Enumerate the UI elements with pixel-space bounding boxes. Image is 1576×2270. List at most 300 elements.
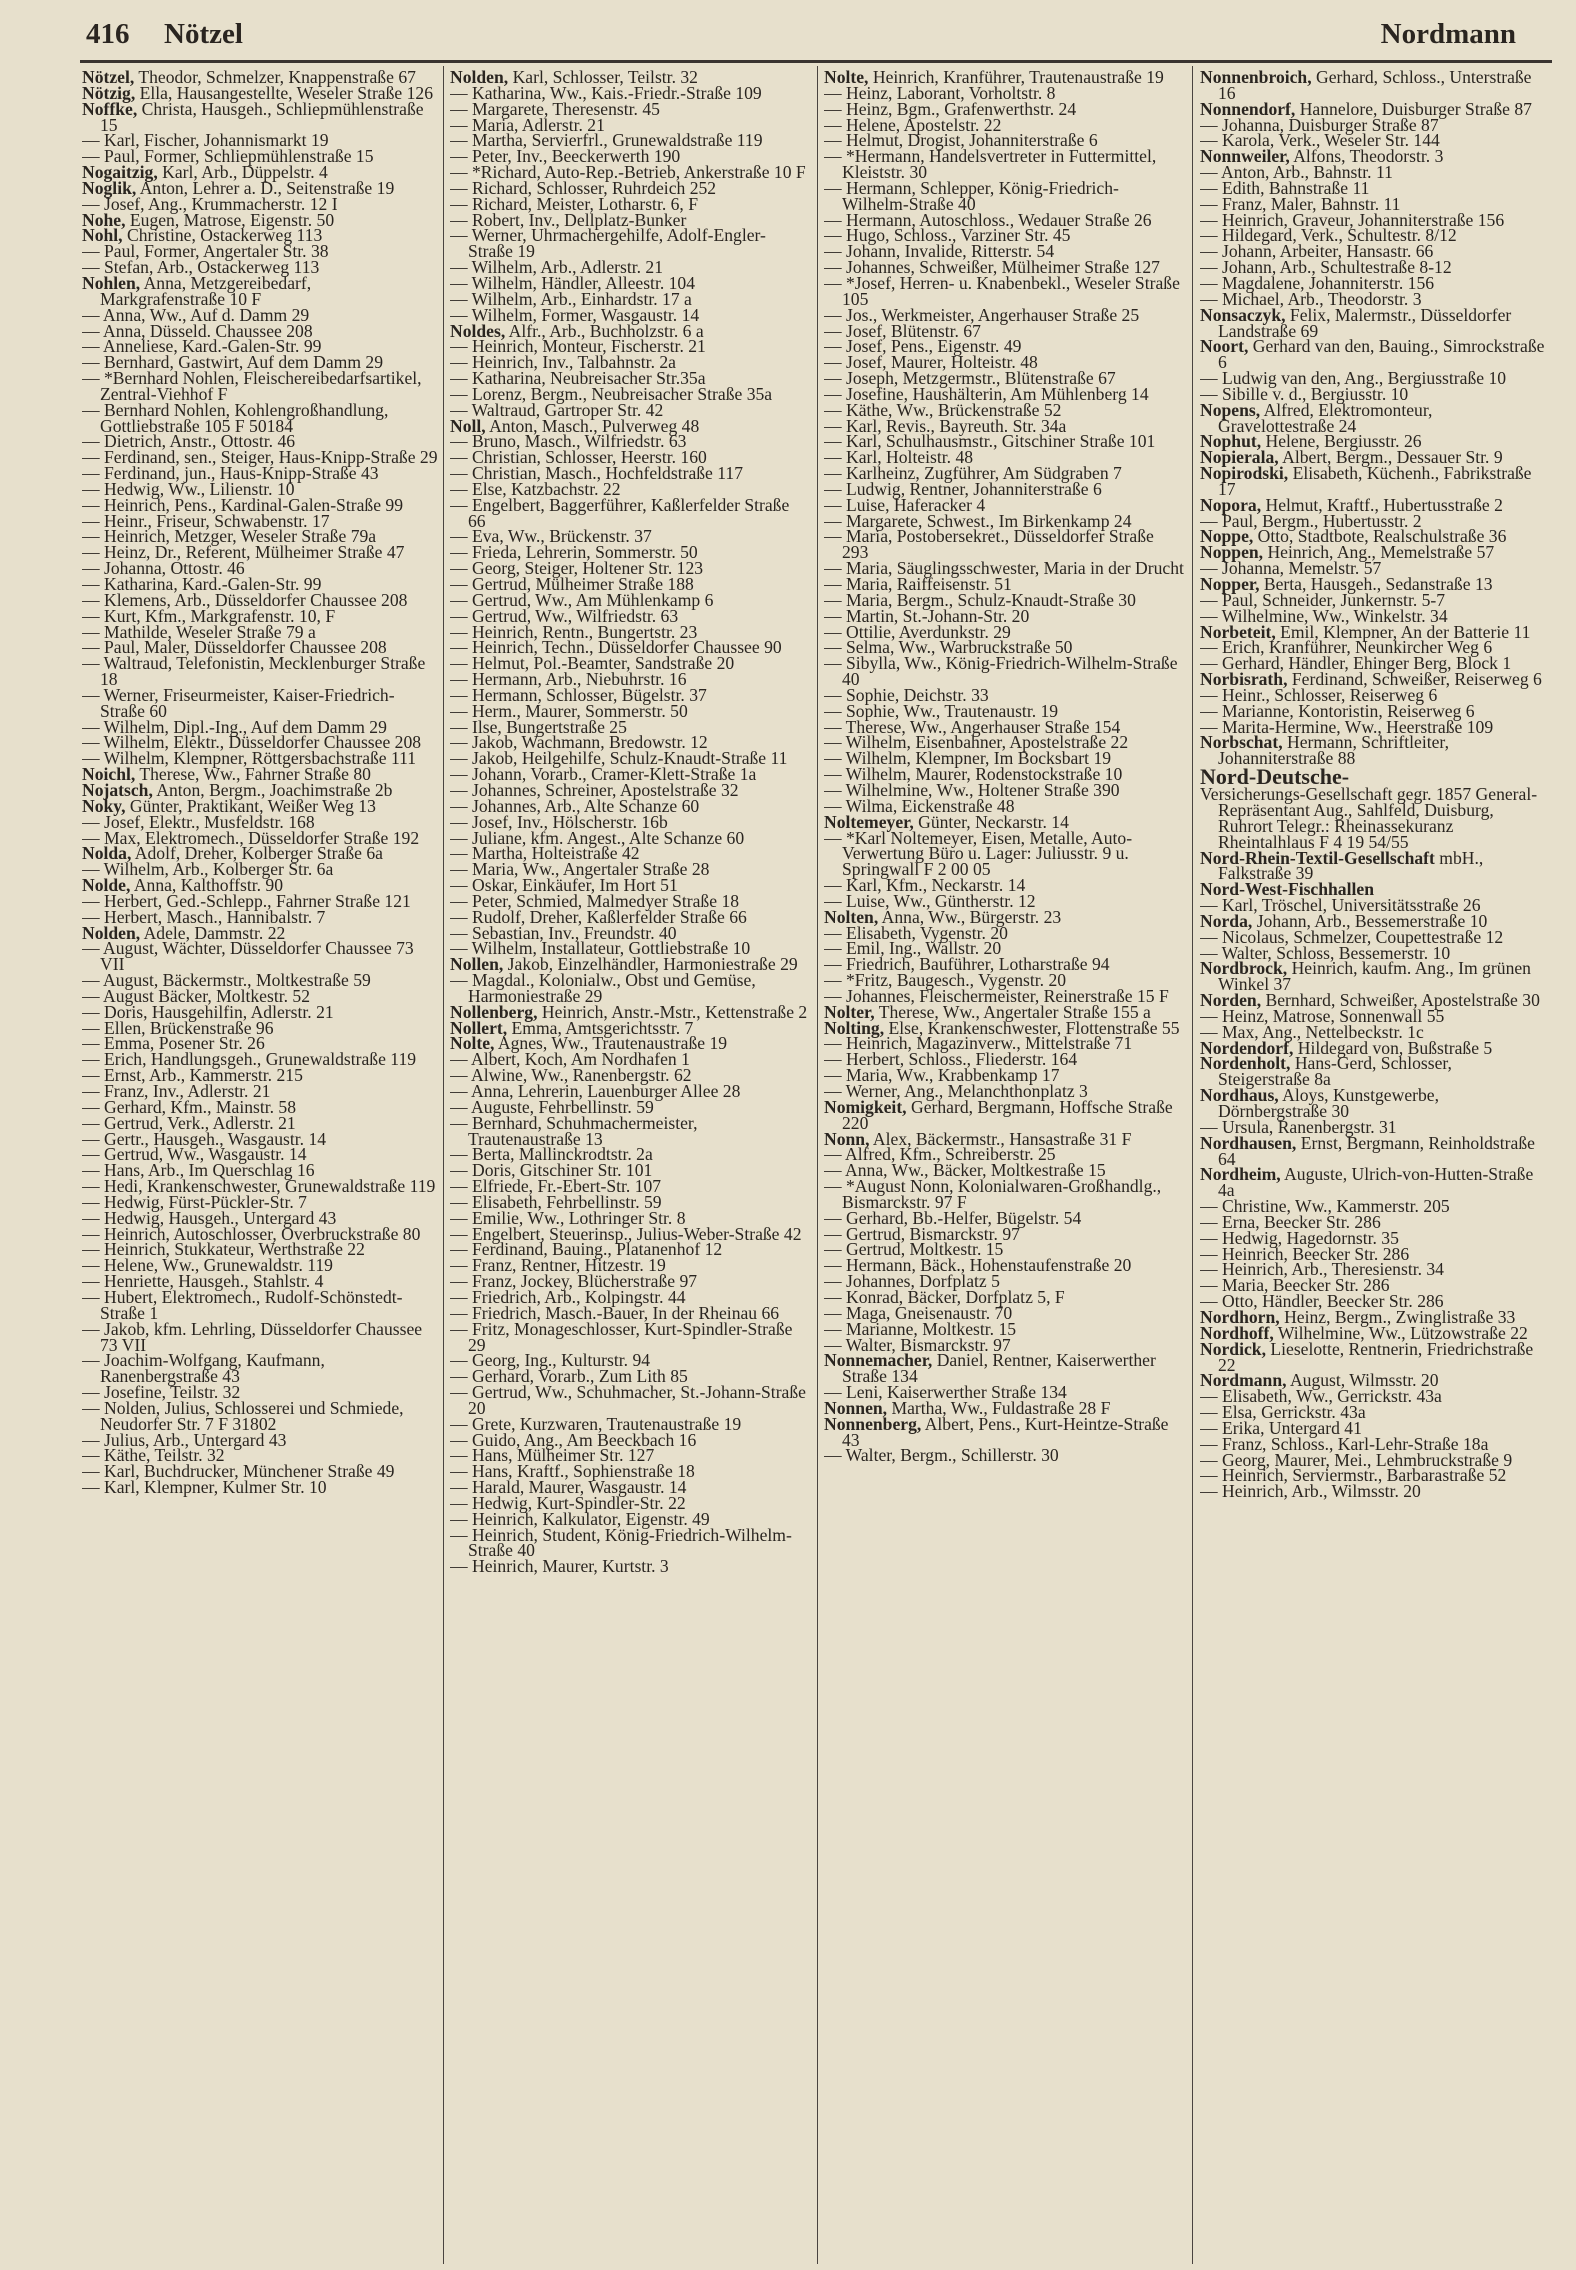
directory-entry <box>82 1318 438 1355</box>
entry-text: — Dietrich, Anstr., Ottostr. 46 <box>82 431 296 452</box>
entry-surname: Nonnendorf, <box>1200 98 1296 119</box>
entry-text: — Jos., Werkmeister, Angerhauser Straße 25 <box>824 304 1140 325</box>
directory-entry <box>824 1096 1184 1133</box>
entry-text: — Richard, Meister, Lotharstr. 6, F <box>450 193 699 214</box>
entry-text: — Frieda, Lehrerin, Sommerstr. 50 <box>450 542 698 563</box>
entry-text: — Hugo, Schloss., Varziner Str. 45 <box>824 225 1071 246</box>
entry-text: — Helene, Ww., Grunewaldstr. 119 <box>82 1255 333 1276</box>
entry-text: — Bernhard, Schuhmachermeister, Trautenaustraße 13 <box>450 1112 698 1149</box>
entry-surname: Nonnemacher, <box>824 1350 933 1371</box>
entry-text: — Oskar, Einkäufer, Im Hort 51 <box>450 875 678 896</box>
entry-text: — Gertrud, Verk., Adlerstr. 21 <box>82 1112 296 1133</box>
entry-surname: Noltemeyer, <box>824 811 914 832</box>
directory-entry <box>450 494 810 531</box>
entry-text: — Otto, Händler, Beecker Str. 286 <box>1200 1291 1444 1312</box>
entry-text: — Else, Katzbachstr. 22 <box>450 478 621 499</box>
entry-text: — Herm., Maurer, Sommerstr. 50 <box>450 700 688 721</box>
entry-text: Heinrich, Anstr.-Mstr., Kettenstraße 2 <box>537 1001 808 1022</box>
entry-text: — Christian, Schlosser, Heerstr. 160 <box>450 447 707 468</box>
entry-text: — Nicolaus, Schmelzer, Coupettestraße 12 <box>1200 926 1504 947</box>
entry-text: — Johann, Arbeiter, Hansastr. 66 <box>1200 241 1434 262</box>
page-number: 416 <box>86 18 130 50</box>
entry-text: — Doris, Hausgehilfin, Adlerstr. 21 <box>82 1001 334 1022</box>
entry-text: — Robert, Inv., Dellplatz-Bunker <box>450 209 687 230</box>
entry-text: — Hedi, Krankenschwester, Grunewaldstraße 119 <box>82 1176 436 1197</box>
entry-text: — Herbert, Masch., Hannibalstr. 7 <box>82 906 326 927</box>
directory-entry <box>824 827 1184 880</box>
entry-text: — Sebastian, Inv., Freundstr. 40 <box>450 922 677 943</box>
entry-text: — Wilhelm, Arb., Einhardstr. 17 a <box>450 288 692 309</box>
entry-surname: Noffke, <box>82 98 138 119</box>
entry-text: — Heinrich, Inv., Talbahnstr. 2a <box>450 352 676 373</box>
entry-text: — Emma, Posener Str. 26 <box>82 1033 265 1054</box>
entry-surname: Nötzel, <box>82 70 135 87</box>
entry-text: — *Fritz, Baugesch., Vygenstr. 20 <box>824 970 1067 991</box>
entry-text: — Heinrich, Kalkulator, Eigenstr. 49 <box>450 1508 710 1529</box>
entry-surname: Nonn, <box>824 1128 870 1149</box>
entry-text: — Anna, Ww., Bäcker, Moltkestraße 15 <box>824 1160 1106 1181</box>
entry-text: — Hermann, Bäck., Hohenstaufenstraße 20 <box>824 1255 1132 1276</box>
entry-text: — *August Nonn, Kolonialwaren-Großhandlg., Bismarckstr. 97 F <box>824 1176 1162 1212</box>
entry-text: — Gerhard, Bb.-Helfer, Bügelstr. 54 <box>824 1207 1082 1228</box>
entry-surname: Nomigkeit, <box>824 1096 907 1117</box>
entry-text: — Franz, Schloss., Karl-Lehr-Straße 18a <box>1200 1433 1489 1454</box>
entry-surname: Noldes, <box>450 320 506 341</box>
directory-entry <box>82 368 438 404</box>
entry-text: — Hildegard, Verk., Schultestr. 8/12 <box>1200 225 1457 246</box>
entry-text: — Georg, Maurer, Mei., Lehmbruckstraße 9 <box>1200 1449 1513 1470</box>
entry-text: — Erika, Untergard 41 <box>1200 1417 1362 1438</box>
entry-text: Günter, Neckarstr. 14 <box>913 811 1069 832</box>
entry-text: — Josef, Pens., Eigenstr. 49 <box>824 336 1022 357</box>
directory-entry <box>1200 1338 1546 1375</box>
entry-text: — Walter, Bergm., Schillerstr. 30 <box>824 1445 1059 1466</box>
entry-text: — Magdal., Kolonialw., Obst und Gemüse, Harmoniestraße 29 <box>450 970 756 1006</box>
entry-text: — Michael, Arb., Theodorstr. 3 <box>1200 288 1422 309</box>
entry-text: Heinrich, kaufm. Ang., Im grünen Winkel 37 <box>1218 958 1531 995</box>
entry-text: — Johannes, Schweißer, Mülheimer Straße 127 <box>824 257 1160 278</box>
entry-text: — Heinrich, Rentn., Bungertstr. 23 <box>450 621 698 642</box>
entry-text: — Elisabeth, Ww., Gerrickstr. 43a <box>1200 1386 1442 1407</box>
entry-surname: Nollen, <box>450 954 504 975</box>
entry-surname: Nonnenberg, <box>824 1413 922 1434</box>
directory-column-3 <box>824 70 1184 2266</box>
directory-entry <box>1200 1053 1546 1090</box>
entry-surname: Nordmann, <box>1200 1370 1287 1391</box>
entry-text: — Heinrich, Graveur, Johanniterstraße 156 <box>1200 209 1505 230</box>
entry-text: — Josef, Maurer, Holteistr. 48 <box>824 352 1038 373</box>
entry-text: Anna, Kalthoffstr. 90 <box>130 875 284 896</box>
entry-surname: Nordheim, <box>1200 1164 1281 1185</box>
entry-text: — Anneliese, Kard.-Galen-Str. 99 <box>82 336 322 357</box>
entry-text: — Sibylla, Ww., König-Friedrich-Wilhelm-Straße 40 <box>824 653 1178 690</box>
entry-text: — Johann, Invalide, Ritterstr. 54 <box>824 241 1055 262</box>
directory-entry <box>1200 399 1546 436</box>
entry-text: Lieselotte, Rentnerin, Friedrichstraße 22 <box>1218 1338 1534 1375</box>
entry-text: Auguste, Ulrich-von-Hutten-Straße 4a <box>1218 1164 1534 1201</box>
entry-text: — *Bernhard Nohlen, Fleischereibedarfsartikel, Zentral-Viehhof F <box>82 368 422 404</box>
entry-text: — Ottilie, Averdunkstr. 29 <box>824 621 1011 642</box>
entry-text: — Hermann, Schlosser, Bügelstr. 37 <box>450 684 707 705</box>
entry-surname: Nordenholt, <box>1200 1053 1291 1074</box>
entry-text: — Friedrich, Masch.-Bauer, In der Rheinau 66 <box>450 1302 780 1323</box>
entry-text: Felix, Malermstr., Düsseldorfer Landstraße 69 <box>1218 304 1512 341</box>
entry-surname: Noichl, <box>82 764 136 785</box>
entry-surname: Norden, <box>1200 990 1262 1011</box>
entry-text: — Sophie, Deichstr. 33 <box>824 684 989 705</box>
entry-surname: Noky, <box>82 795 126 816</box>
entry-surname: Noppe, <box>1200 526 1254 547</box>
entry-surname: Nolting, <box>824 1017 885 1038</box>
entry-text: — Käthe, Teilstr. 32 <box>82 1445 225 1466</box>
directory-entry <box>82 1397 438 1434</box>
entry-surname: Noll, <box>450 415 486 436</box>
entry-text: — Luise, Ww., Güntherstr. 12 <box>824 890 1036 911</box>
entry-text: — Anna, Ww., Auf d. Damm 29 <box>82 304 310 325</box>
directory-column-4 <box>1200 70 1546 2266</box>
directory-entry <box>824 653 1184 690</box>
entry-text: Ferdinand, Schweißer, Reiserweg 6 <box>1287 669 1542 690</box>
entry-text: — Wilhelm, Arb., Adlerstr. 21 <box>450 257 664 278</box>
entry-text: — Peter, Schmied, Malmedyer Straße 18 <box>450 890 740 911</box>
entry-text: — Grete, Kurzwaren, Trautenaustraße 19 <box>450 1413 742 1434</box>
entry-text: — Emil, Ing., Wallstr. 20 <box>824 938 1002 959</box>
entry-text: — Johanna, Duisburger Straße 87 <box>1200 114 1439 135</box>
directory-entry <box>1200 847 1546 884</box>
directory-entry <box>1200 732 1546 769</box>
directory-entry <box>1200 336 1546 373</box>
entry-surname: Nohe, <box>82 209 126 230</box>
entry-text: — Gertrud, Ww., Schuhmacher, St.-Johann-Straße 20 <box>450 1382 806 1418</box>
entry-text: — Hedwig, Fürst-Pückler-Str. 7 <box>82 1191 307 1212</box>
entry-text: — Heinrich, Maurer, Kurtstr. 3 <box>450 1556 669 1577</box>
column-divider <box>1192 66 1193 2264</box>
entry-text: — Hedwig, Hausgeh., Untergard 43 <box>82 1207 337 1228</box>
entry-text: — Paul, Maler, Düsseldorfer Chaussee 208 <box>82 637 387 658</box>
entry-text: — Bernhard Nohlen, Kohlengroßhandlung, Gottliebstraße 105 F 50184 <box>82 399 389 436</box>
entry-text: — Josef, Inv., Hölscherstr. 16b <box>450 811 668 832</box>
entry-text: — Josef, Blütenstr. 67 <box>824 320 981 341</box>
entry-text: Ernst, Bergmann, Reinholdstraße 64 <box>1218 1132 1535 1169</box>
entry-text: — Sophie, Ww., Trautenaustr. 19 <box>824 700 1059 721</box>
directory-entry <box>824 526 1184 563</box>
directory-entry <box>82 1350 438 1387</box>
directory-entry <box>450 1382 810 1418</box>
entry-text: — Ferdinand, sen., Steiger, Haus-Knipp-Straße 29 <box>82 447 438 468</box>
entry-text: — Franz, Jockey, Blücherstraße 97 <box>450 1271 698 1292</box>
entry-text: — Julius, Arb., Untergard 43 <box>82 1429 287 1450</box>
entry-text: — Marianne, Kontoristin, Reiserweg 6 <box>1200 700 1475 721</box>
entry-text: — Maria, Ww., Angertaler Straße 28 <box>450 859 710 880</box>
entry-text: Johann, Arb., Bessemerstraße 10 <box>1252 910 1488 931</box>
entry-text: Karl, Arb., Düppelstr. 4 <box>157 162 328 183</box>
entry-text: — Eva, Ww., Brückenstr. 37 <box>450 526 652 547</box>
entry-text: — Max, Elektromech., Düsseldorfer Straße 192 <box>82 827 420 848</box>
entry-text: — Franz, Maler, Bahnstr. 11 <box>1200 193 1401 214</box>
directory-entry <box>1200 1085 1546 1121</box>
entry-text: — Martha, Holteistraße 42 <box>450 843 640 864</box>
entry-text: — Heinr., Friseur, Schwabenstr. 17 <box>82 510 330 531</box>
entry-surname: Nonnen, <box>824 1397 888 1418</box>
entry-text: Alfr., Arb., Buchholzstr. 6 a <box>505 320 704 341</box>
entry-text: — Guido, Ang., Am Beeckbach 16 <box>450 1429 697 1450</box>
entry-text: — Auguste, Fehrbellinstr. 59 <box>450 1096 654 1117</box>
entry-text: — Anton, Arb., Bahnstr. 11 <box>1200 162 1393 183</box>
entry-text: — Werner, Friseurmeister, Kaiser-Friedrich-Straße 60 <box>82 684 395 721</box>
entry-text: — Franz, Inv., Adlerstr. 21 <box>82 1081 271 1101</box>
entry-text: Bernhard, Schweißer, Apostelstraße 30 <box>1261 990 1540 1011</box>
entry-text: — Gertrud, Moltkestr. 15 <box>824 1239 1004 1260</box>
entry-text: Elisabeth, Küchenh., Fabrikstraße 17 <box>1218 463 1532 499</box>
entry-text: — Kurt, Kfm., Markgrafenstr. 10, F <box>82 605 336 626</box>
entry-text: — Juliane, kfm. Angest., Alte Schanze 60 <box>450 827 745 848</box>
entry-text: — Heinrich, Arb., Wilmsstr. 20 <box>1200 1481 1421 1502</box>
entry-text: — Marianne, Moltkestr. 15 <box>824 1318 1017 1339</box>
entry-surname: Nordhoff, <box>1200 1322 1274 1343</box>
entry-text: — Paul, Bergm., Hubertusstr. 2 <box>1200 510 1422 531</box>
entry-text: — Nolden, Julius, Schlosserei und Schmiede, Neudorfer Str. 7 F 31802 <box>82 1397 404 1434</box>
entry-surname: Nonsaczyk, <box>1200 304 1286 325</box>
entry-text: Christa, Hausgeh., Schliepmühlenstraße 15 <box>100 98 424 135</box>
entry-text: — Herbert, Ged.-Schlepp., Fahrner Straße 121 <box>82 890 411 911</box>
directory-entry <box>824 146 1184 183</box>
entry-text: Heinz, Bergm., Zwinglistraße 33 <box>1279 1306 1516 1327</box>
entry-text: — Harald, Maurer, Wasgaustr. 14 <box>450 1477 687 1498</box>
entry-text: — Emilie, Ww., Lothringer Str. 8 <box>450 1207 686 1228</box>
entry-text: — Heinrich, Monteur, Fischerstr. 21 <box>450 336 706 357</box>
entry-text: — Wilhelm, Klempner, Im Bocksbart 19 <box>824 748 1112 769</box>
entry-text: — Berta, Mallinckrodtstr. 2a <box>450 1144 653 1165</box>
entry-surname: Noort, <box>1200 336 1249 357</box>
entry-text: Hannelore, Duisburger Straße 87 <box>1295 98 1532 119</box>
entry-text: — Katharina, Neubreisacher Str.35a <box>450 368 706 389</box>
entry-text: — Maria, Beecker Str. 286 <box>1200 1275 1390 1296</box>
entry-surname: Noppen, <box>1200 542 1264 563</box>
entry-text: — Gertrud, Ww., Wilfriedstr. 63 <box>450 605 679 626</box>
entry-text: — Edith, Bahnstraße 11 <box>1200 177 1370 198</box>
entry-surname: Nolte, <box>824 70 869 87</box>
entry-text: — Ursula, Ranenbergstr. 31 <box>1200 1116 1397 1137</box>
directory-entry <box>450 1556 810 1577</box>
entry-text: — Bernhard, Gastwirt, Auf dem Damm 29 <box>82 352 383 373</box>
entry-text: Christine, Ostackerweg 113 <box>122 225 323 246</box>
entry-text: — Maria, Bergm., Schulz-Knaudt-Straße 30 <box>824 589 1136 610</box>
entry-text: — Heinrich, Techn., Düsseldorfer Chaussee 90 <box>450 637 782 658</box>
entry-text: — *Josef, Herren- u. Knabenbekl., Weseler Straße 105 <box>824 272 1180 309</box>
entry-surname: Nonnweiler, <box>1200 146 1290 167</box>
entry-text: Else, Krankenschwester, Flottenstraße 55 <box>884 1017 1180 1038</box>
entry-text: — Joachim-Wolfgang, Kaufmann, Ranenbergstraße 43 <box>82 1350 325 1387</box>
entry-text: — Engelbert, Steuerinsp., Julius-Weber-Straße 42 <box>450 1223 802 1244</box>
page-header <box>86 14 1516 58</box>
directory-entry <box>1200 958 1546 995</box>
entry-text: — Gertrud, Mülheimer Straße 188 <box>450 574 694 594</box>
entry-text: Berta, Hausgeh., Sedanstraße 13 <box>1259 574 1493 594</box>
entry-text: Anton, Bergm., Joachimstraße 2b <box>152 779 393 800</box>
entry-surname: Nord-Deutsche- <box>1200 764 1350 790</box>
entry-text: — Selma, Ww., Warbruckstraße 50 <box>824 637 1073 658</box>
entry-text: Martha, Ww., Fuldastraße 28 F <box>887 1397 1111 1418</box>
entry-text: Heinrich, Ang., Memelstraße 57 <box>1263 542 1495 563</box>
entry-text: — Margarete, Theresenstr. 45 <box>450 98 660 119</box>
entry-text: Theodor, Schmelzer, Knappenstraße 67 <box>134 70 416 87</box>
entry-text: — Marita-Hermine, Ww., Heerstraße 109 <box>1200 716 1494 737</box>
entry-text: — Christine, Ww., Kammerstr. 205 <box>1200 1196 1450 1217</box>
entry-text: Agnes, Ww., Trautenaustraße 19 <box>494 1033 728 1054</box>
entry-surname: Nopper, <box>1200 574 1260 594</box>
entry-text: — Gertrud, Ww., Wasgaustr. 14 <box>82 1144 307 1165</box>
entry-text: — Johanna, Ottostr. 46 <box>82 558 245 579</box>
entry-text: — Erich, Kranführer, Neunkircher Weg 6 <box>1200 637 1493 658</box>
entry-text: — Georg, Ing., Kulturstr. 94 <box>450 1350 651 1371</box>
entry-text: — Paul, Former, Angertaler Str. 38 <box>82 241 329 262</box>
entry-text: — Peter, Inv., Beeckerwerth 190 <box>450 146 681 167</box>
entry-text: Emil, Klempner, An der Batterie 11 <box>1275 621 1531 642</box>
entry-surname: Nord-West-Fischhallen <box>1200 879 1374 900</box>
entry-text: — Walter, Bismarckstr. 97 <box>824 1334 1011 1355</box>
entry-text: — Gertrud, Bismarckstr. 97 <box>824 1223 1020 1244</box>
entry-text: Alfred, Elektromonteur, Gravelottestraße 24 <box>1218 399 1433 436</box>
entry-text: — Friedrich, Bauführer, Lotharstraße 94 <box>824 954 1110 975</box>
entry-text: Hermann, Schriftleiter, Johanniterstraße 88 <box>1218 732 1449 769</box>
entry-text: — Johann, Vorarb., Cramer-Klett-Straße 1a <box>450 764 757 785</box>
directory-entry <box>82 684 438 721</box>
entry-text: — Richard, Schlosser, Ruhrdeich 252 <box>450 177 717 198</box>
entry-text: Anton, Lehrer a. D., Seitenstraße 19 <box>136 177 395 198</box>
header-last-name: Nordmann <box>1380 18 1516 50</box>
entry-text: — Johannes, Arb., Alte Schanze 60 <box>450 795 700 816</box>
entry-text: — Elsa, Gerrickstr. 43a <box>1200 1402 1366 1423</box>
directory-entry <box>450 1112 810 1149</box>
entry-text: Helene, Bergiusstr. 26 <box>1261 431 1422 452</box>
column-divider <box>817 66 818 2264</box>
entry-surname: Nollert, <box>450 1017 508 1038</box>
entry-text: — Heinrich, Serviermstr., Barbarastraße 52 <box>1200 1465 1507 1486</box>
entry-text: — Heinrich, Arb., Theresienstr. 34 <box>1200 1259 1444 1280</box>
entry-text: mbH., Falkstraße 39 <box>1218 847 1484 884</box>
entry-text: Alex, Bäckermstr., Hansastraße 31 F <box>869 1128 1132 1149</box>
entry-surname: Nolde, <box>82 875 131 896</box>
directory-entry <box>824 272 1184 309</box>
entry-text: — Waltraud, Gartroper Str. 42 <box>450 399 664 420</box>
entry-text: Albert, Pens., Kurt-Heintze-Straße 43 <box>842 1413 1169 1450</box>
entry-text: — *Hermann, Handelsvertreter in Futtermittel, Kleiststr. 30 <box>824 146 1157 183</box>
entry-text: Günter, Praktikant, Weißer Weg 13 <box>125 795 376 816</box>
column-divider <box>443 66 444 2264</box>
entry-text: — Wilhelm, Händler, Alleestr. 104 <box>450 272 696 293</box>
entry-text: Gerhard, Schloss., Unterstraße 16 <box>1218 70 1532 103</box>
entry-text: — Sibille v. d., Bergiusstr. 10 <box>1200 383 1409 404</box>
entry-surname: Nopens, <box>1200 399 1261 420</box>
entry-text: — Doris, Gitschiner Str. 101 <box>450 1160 653 1181</box>
entry-text: — Helmut, Drogist, Johanniterstraße 6 <box>824 130 1098 151</box>
entry-text: — August Bäcker, Moltkestr. 52 <box>82 985 310 1006</box>
entry-text: — Katharina, Ww., Kais.-Friedr.-Straße 109 <box>450 82 762 103</box>
entry-text: — Wilhelmine, Ww., Holtener Straße 390 <box>824 779 1120 800</box>
directory-entry <box>82 1477 438 1498</box>
entry-text: — Wilhelm, Maurer, Rodenstockstraße 10 <box>824 764 1123 785</box>
entry-text: — Engelbert, Baggerführer, Kaßlerfelder Straße 66 <box>450 494 790 531</box>
entry-text: Albert, Bergm., Dessauer Str. 9 <box>1278 447 1503 468</box>
entry-surname: Nohlen, <box>82 272 141 293</box>
entry-text: — Therese, Ww., Angerhauser Straße 154 <box>824 716 1121 737</box>
entry-text: — Martha, Servierfrl., Grunewaldstraße 119 <box>450 130 763 151</box>
entry-text: — August, Bäckermstr., Moltkestraße 59 <box>82 970 371 991</box>
entry-text: — Georg, Steiger, Holtener Str. 123 <box>450 558 704 579</box>
entry-text: — Elfriede, Fr.-Ebert-Str. 107 <box>450 1176 662 1197</box>
entry-text: — Henriette, Hausgeh., Stahlstr. 4 <box>82 1271 324 1292</box>
entry-text: Wilhelmine, Ww., Lützowstraße 22 <box>1273 1322 1528 1343</box>
entry-text: — Wilhelm, Klempner, Röttgersbachstraße 111 <box>82 748 417 769</box>
entry-text: — Herbert, Schloss., Fliederstr. 164 <box>824 1049 1078 1070</box>
entry-text: Helmut, Kraftf., Hubertusstraße 2 <box>1261 494 1503 515</box>
entry-text: — Hubert, Elektromech., Rudolf-Schönstedt-Straße 1 <box>82 1286 403 1323</box>
entry-text: Eugen, Matrose, Eigenstr. 50 <box>125 209 335 230</box>
entry-surname: Nordendorf, <box>1200 1037 1294 1058</box>
entry-text: — Maga, Gneisenaustr. 70 <box>824 1302 1013 1323</box>
entry-text: — Josef, Ang., Krummacherstr. 12 I <box>82 193 338 214</box>
entry-text: Anna, Ww., Bürgerstr. 23 <box>878 906 1062 927</box>
entry-text: — Johannes, Fleischermeister, Reinerstraße 15 F <box>824 985 1169 1006</box>
entry-text: — Ernst, Arb., Kammerstr. 215 <box>82 1065 303 1086</box>
entry-text: — Jakob, Heilgehilfe, Schulz-Knaudt-Straße 11 <box>450 748 788 769</box>
entry-text: — Alwine, Ww., Ranenbergstr. 62 <box>450 1065 692 1086</box>
entry-text: — Katharina, Kard.-Galen-Str. 99 <box>82 574 322 594</box>
entry-text: — Helmut, Pol.-Beamter, Sandstraße 20 <box>450 653 735 674</box>
entry-text: — Leni, Kaiserwerther Straße 134 <box>824 1382 1067 1403</box>
directory-entry <box>82 399 438 436</box>
entry-text: — Wilhelm, Eisenbahner, Apostelstraße 22 <box>824 732 1129 753</box>
entry-text: — *Karl Noltemeyer, Eisen, Metalle, Auto-Verwertung Büro u. Lager: Juliusstr. 9 u. Springwall F 2 00 05 <box>824 827 1133 880</box>
entry-text: Anna, Metzgereibedarf, Markgrafenstraße 10 F <box>100 272 312 309</box>
entry-text: — Paul, Former, Schliepmühlenstraße 15 <box>82 146 374 167</box>
directory-column-2 <box>450 70 810 2266</box>
entry-text: August, Wilmsstr. 20 <box>1286 1370 1439 1391</box>
entry-text: — Christian, Masch., Hochfeldstraße 117 <box>450 463 744 484</box>
entry-text: — Wilhelm, Elektr., Düsseldorfer Chaussee 208 <box>82 732 422 753</box>
entry-text: — Erich, Handlungsgeh., Grunewaldstraße 119 <box>82 1049 417 1070</box>
entry-surname: Nolter, <box>824 1001 875 1022</box>
entry-text: — Ludwig, Rentner, Johanniterstraße 6 <box>824 478 1102 499</box>
entry-text: — Ilse, Bungertstraße 25 <box>450 716 627 737</box>
directory-entry <box>82 98 438 135</box>
entry-surname: Nopierala, <box>1200 447 1279 468</box>
entry-surname: Nolden, <box>82 922 141 943</box>
directory-entry <box>824 1350 1184 1387</box>
entry-text: — Maria, Adlerstr. 21 <box>450 114 605 135</box>
entry-text: — Maria, Ww., Krabbenkamp 17 <box>824 1065 1060 1086</box>
entry-text: — Karl, Buchdrucker, Münchener Straße 49 <box>82 1461 395 1482</box>
entry-text: — Heinrich, Stukkateur, Werthstraße 22 <box>82 1239 365 1260</box>
entry-surname: Nordhaus, <box>1200 1085 1279 1106</box>
directory-entry <box>450 970 810 1006</box>
entry-text: — Karl, Tröschel, Universitätsstraße 26 <box>1200 895 1481 916</box>
entry-text: — Stefan, Arb., Ostackerweg 113 <box>82 257 320 278</box>
entry-text: — Max, Ang., Nettelbeckstr. 1c <box>1200 1021 1424 1042</box>
entry-text: Otto, Stadtbote, Realschulstraße 36 <box>1253 526 1507 547</box>
entry-text: Gerhard van den, Bauing., Simrockstraße 6 <box>1218 336 1545 373</box>
entry-text: Emma, Amtsgerichtsstr. 7 <box>507 1017 694 1038</box>
directory-entry <box>1200 1132 1546 1169</box>
entry-surname: Norbschat, <box>1200 732 1283 753</box>
entry-text: Anton, Masch., Pulverweg 48 <box>485 415 700 436</box>
entry-surname: Nord-Rhein-Textil-Gesellschaft <box>1200 847 1435 868</box>
entry-text: — Wilhelm, Dipl.-Ing., Auf dem Damm 29 <box>82 716 387 737</box>
directory-entry <box>824 1445 1184 1466</box>
entry-text: — Friedrich, Arb., Kolpingstr. 44 <box>450 1286 686 1307</box>
entry-text: — Heinrich, Autoschlosser, Overbruckstraße 80 <box>82 1223 421 1244</box>
entry-text: — Margarete, Schwest., Im Birkenkamp 24 <box>824 510 1132 531</box>
